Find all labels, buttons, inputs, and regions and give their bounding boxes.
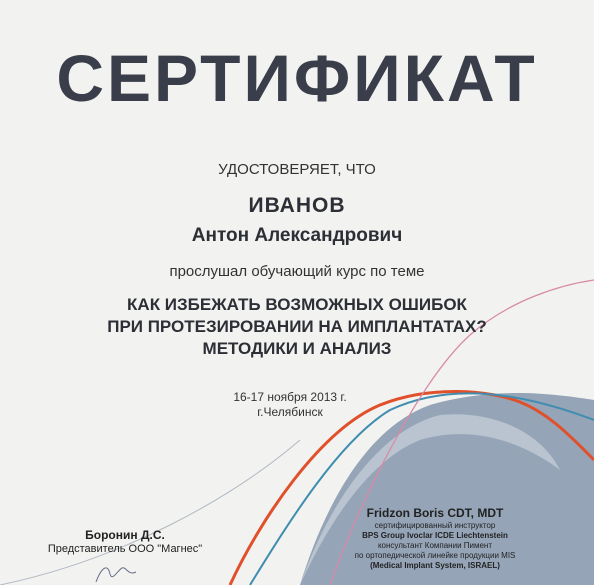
left-signatory-name: Боронин Д.С.	[85, 528, 165, 542]
left-signatory	[20, 528, 230, 556]
attended-course-text: прослушал обучающий курс по теме	[169, 263, 425, 280]
right-signatory	[340, 506, 530, 571]
signature-mark	[92, 560, 140, 585]
right-signatory-line: по ортопедической линейке продукции MIS	[354, 551, 516, 560]
recipient-given-names: Антон Александрович	[191, 225, 403, 246]
course-title-line: КАК ИЗБЕЖАТЬ ВОЗМОЖНЫХ ОШИБОК	[127, 295, 467, 314]
right-signatory-line: BPS Group Ivoclar ICDE Liechtenstein	[362, 531, 508, 540]
course-title-line: ПРИ ПРОТЕЗИРОВАНИИ НА ИМПЛАНТАТАХ?	[107, 317, 487, 336]
right-signatory-line: (Medical Implant System, ISRAEL)	[370, 561, 500, 570]
course-title	[0, 294, 594, 360]
right-signatory-name: Fridzon Boris CDT, MDT	[366, 506, 504, 520]
event-date-place	[140, 390, 440, 420]
left-signatory-position: Представитель ООО "Магнес"	[47, 543, 203, 555]
certifies-text: УДОСТОВЕРЯЕТ, ЧТО	[218, 161, 376, 178]
right-signatory-line: сертифицированный инструктор	[374, 521, 496, 530]
course-title-line: МЕТОДИКИ И АНАЛИЗ	[202, 339, 392, 358]
right-signatory-line: консультант Компании Пимент	[377, 541, 493, 550]
grey-curve	[0, 440, 300, 585]
recipient-surname: ИВАНОВ	[248, 194, 346, 217]
certificate-title: СЕРТИФИКАТ	[56, 41, 538, 115]
event-city: г.Челябинск	[257, 405, 323, 419]
event-date: 16-17 ноября 2013 г.	[233, 390, 347, 404]
